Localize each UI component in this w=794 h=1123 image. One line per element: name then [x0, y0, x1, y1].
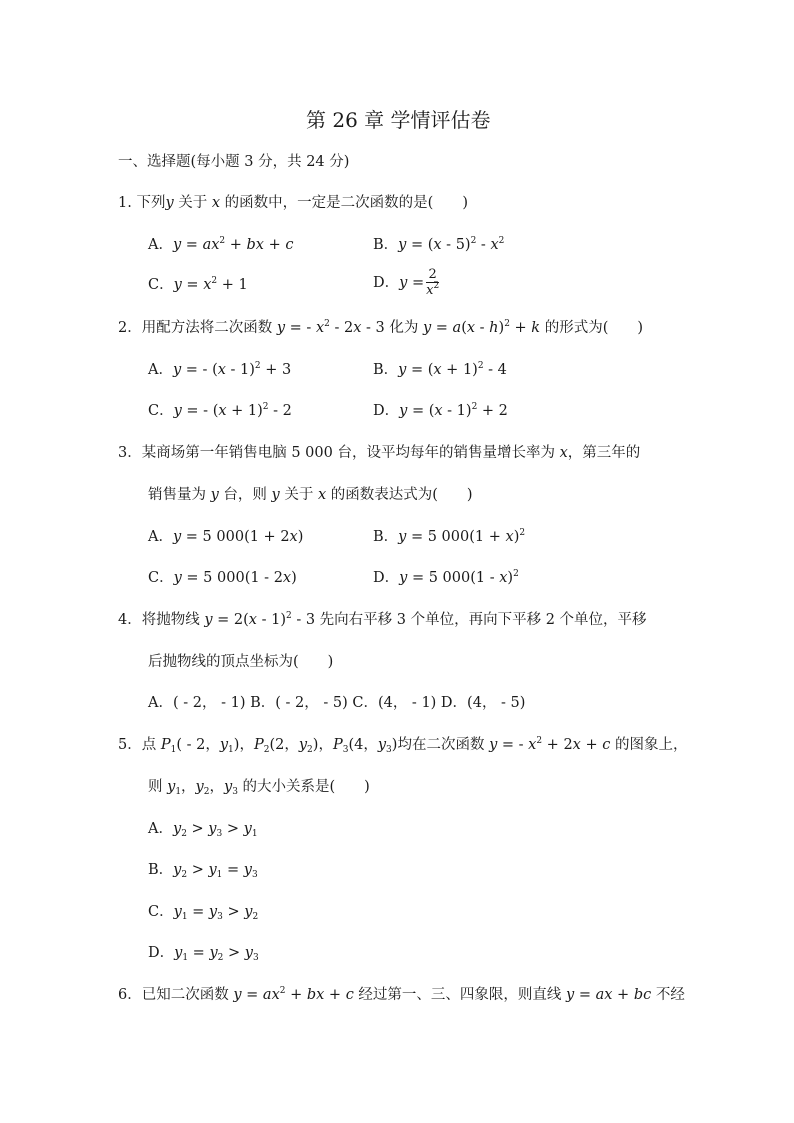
- question-2-option-d[interactable]: D．y = (x - 1)$^2$ + 2: [373, 402, 508, 419]
- question-4-stem: 4．将抛物线 y = 2(x - 1)$^2$ - 3 先向右平移 3 个单位，再向下平移 2 个单位，平移: [118, 611, 647, 628]
- question-5-stem-line-2: 则 $y_1$，$y_2$，$y_3$ 的大小关系是( ): [148, 779, 370, 797]
- question-5-option-d[interactable]: D．$y_1 = y_2 > y_3$: [148, 945, 259, 963]
- question-1-option-c[interactable]: C．$y = x^2 + 1$: [148, 276, 248, 293]
- question-5-option-a[interactable]: A．$y_2 > y_3 > y_1$: [148, 821, 258, 839]
- question-2-stem: 2．用配方法将二次函数 y = - $x^2 - 2x - 3$ 化为 y = a(x - h)$^2$ + k 的形式为( ): [118, 319, 644, 336]
- question-2-option-b[interactable]: B．$y = (x + 1)^2 - 4$: [373, 361, 507, 378]
- question-3-stem: 3．某商场第一年销售电脑 5 000 台，设平均每年的销售量增长率为 x，第三年的: [118, 445, 641, 461]
- question-3-option-d[interactable]: D．y = 5 000(1 - x)$^2$: [373, 569, 519, 586]
- question-1-stem: 1. 下列y 关于 x 的函数中，一定是二次函数的是( ): [118, 195, 468, 211]
- question-4-options[interactable]: A．( - 2， - 1) B．( - 2， - 5) C．(4， - 1) D．(4， - 5): [148, 695, 526, 711]
- section-heading: 一、选择题(每小题 3 分，共 24 分): [118, 154, 350, 170]
- question-1-option-b[interactable]: B．$y = (x - 5)^2 - x^2$: [373, 236, 505, 253]
- question-5-stem: 5．点 $P_1( - 2$，$y_1$)，$P_2(2$，$y_2$)，$P_3(4$，$y_3$)均在二次函数 y = - $x^2 + 2x + c$ 的图象上，: [118, 736, 688, 755]
- question-3-option-b[interactable]: B．y = 5 $000(1 + x)^2$: [373, 528, 526, 545]
- question-2-option-a[interactable]: A．y = - (x - 1)$^2$ + 3: [148, 361, 292, 378]
- question-3-stem-line-2: 销售量为 y 台，则 y 关于 x 的函数表达式为( ): [148, 487, 473, 503]
- question-5-option-b[interactable]: B．$y_2 > y_1 = y_3$: [148, 862, 258, 880]
- question-4-stem-line-2: 后抛物线的顶点坐标为( ): [148, 654, 334, 670]
- question-1-option-d[interactable]: D．y = $\frac{2}{x^2}$: [373, 267, 440, 298]
- question-1-option-a[interactable]: A．$y = ax^2$ + bx + c: [148, 236, 294, 253]
- question-3-option-c[interactable]: C．y = 5 000(1 - 2x): [148, 570, 297, 586]
- page-title: 第 26 章 学情评估卷: [306, 108, 491, 132]
- question-3-option-a[interactable]: A．y = 5 000(1 + 2x): [148, 529, 304, 545]
- question-5-option-c[interactable]: C．$y_1 = y_3 > y_2$: [148, 904, 259, 922]
- question-6-stem: 6．已知二次函数 $y = ax^2$ + bx + c 经过第一、三、四象限，则直线 y = ax + bc 不经: [118, 986, 685, 1003]
- fraction: $\frac{2}{x^2}$: [426, 267, 440, 298]
- question-2-option-c[interactable]: C．y = - $(x + 1)^2 - 2$: [148, 402, 292, 419]
